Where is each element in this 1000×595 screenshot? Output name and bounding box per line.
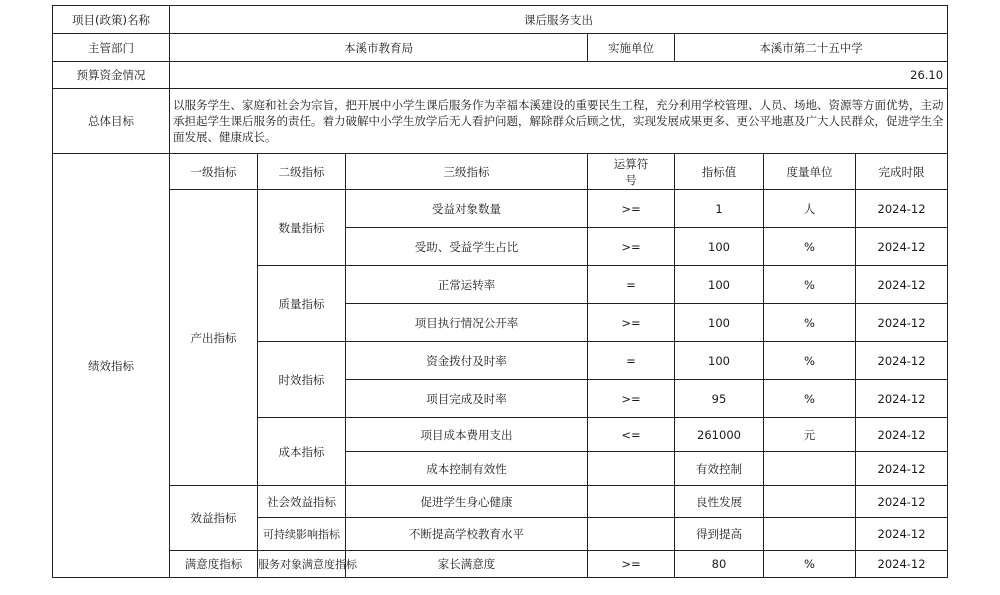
department-label: 主管部门	[53, 34, 170, 62]
subgroup-service-satisfaction: 服务对象满意度指标	[258, 551, 346, 578]
row-deadline: 2024-12	[856, 551, 948, 578]
row-operator	[588, 518, 675, 551]
row-value: 100	[675, 228, 764, 266]
row-deadline: 2024-12	[856, 266, 948, 304]
row-value: 261000	[675, 418, 764, 452]
row-value: 100	[675, 266, 764, 304]
row-value: 良性发展	[675, 486, 764, 518]
row-value: 得到提高	[675, 518, 764, 551]
row-operator: >=	[588, 380, 675, 418]
row-value: 100	[675, 304, 764, 342]
row-name: 项目执行情况公开率	[346, 304, 588, 342]
row-deadline: 2024-12	[856, 418, 948, 452]
row-deadline: 2024-12	[856, 342, 948, 380]
col-unit-header: 度量单位	[764, 154, 856, 190]
row-operator	[588, 486, 675, 518]
row-deadline: 2024-12	[856, 380, 948, 418]
row-deadline: 2024-12	[856, 518, 948, 551]
budget-value: 26.10	[170, 62, 948, 89]
overall-goal-label: 总体目标	[53, 89, 170, 154]
implementing-unit-label: 实施单位	[588, 34, 675, 62]
performance-goal-table	[52, 5, 948, 578]
row-deadline: 2024-12	[856, 486, 948, 518]
row-unit: 人	[764, 190, 856, 228]
budget-label: 预算资金情况	[53, 62, 170, 89]
row-name: 项目成本费用支出	[346, 418, 588, 452]
subgroup-social: 社会效益指标	[258, 486, 346, 518]
subgroup-quality: 质量指标	[258, 266, 346, 342]
row-deadline: 2024-12	[856, 190, 948, 228]
performance-indicators-label: 绩效指标	[53, 154, 170, 578]
row-name: 受益对象数量	[346, 190, 588, 228]
col-level3-header: 三级指标	[346, 154, 588, 190]
department-value: 本溪市教育局	[170, 34, 588, 62]
row-operator: >=	[588, 228, 675, 266]
implementing-unit-value: 本溪市第二十五中学	[675, 34, 948, 62]
row-value: 有效控制	[675, 452, 764, 486]
row-name: 受助、受益学生占比	[346, 228, 588, 266]
col-deadline-header: 完成时限	[856, 154, 948, 190]
row-operator: <=	[588, 418, 675, 452]
row-operator: =	[588, 266, 675, 304]
col-operator-header: 运算符号	[588, 154, 675, 190]
project-name-label: 项目(政策)名称	[53, 6, 170, 34]
row-unit: %	[764, 228, 856, 266]
row-name: 不断提高学校教育水平	[346, 518, 588, 551]
subgroup-cost: 成本指标	[258, 418, 346, 486]
row-unit: %	[764, 266, 856, 304]
row-value: 100	[675, 342, 764, 380]
row-unit	[764, 518, 856, 551]
row-name: 资金拨付及时率	[346, 342, 588, 380]
subgroup-timeliness: 时效指标	[258, 342, 346, 418]
overall-goal-text: 以服务学生、家庭和社会为宗旨，把开展中小学生课后服务作为幸福本溪建设的重要民生工程，充分利用学校管理、人员、场地、资源等方面优势，主动承担起学生课后服务的责任。着力破解中小学生放学后无人看护问题，解除群众后顾之忧，实现发展成果更多、更公平地惠及广大人民群众，促进学生全面发展、健康成长。	[170, 89, 948, 154]
group-output: 产出指标	[170, 190, 258, 486]
row-deadline: 2024-12	[856, 452, 948, 486]
col-value-header: 指标值	[675, 154, 764, 190]
row-unit: %	[764, 380, 856, 418]
row-operator: >=	[588, 304, 675, 342]
row-deadline: 2024-12	[856, 304, 948, 342]
row-name: 正常运转率	[346, 266, 588, 304]
row-value: 1	[675, 190, 764, 228]
row-operator: >=	[588, 190, 675, 228]
row-unit: %	[764, 304, 856, 342]
row-value: 80	[675, 551, 764, 578]
col-level1-header: 一级指标	[170, 154, 258, 190]
row-operator	[588, 452, 675, 486]
row-value: 95	[675, 380, 764, 418]
row-name: 成本控制有效性	[346, 452, 588, 486]
row-unit	[764, 452, 856, 486]
col-level2-header: 二级指标	[258, 154, 346, 190]
row-unit	[764, 486, 856, 518]
subgroup-quantity: 数量指标	[258, 190, 346, 266]
row-operator: =	[588, 342, 675, 380]
row-operator: >=	[588, 551, 675, 578]
group-benefit: 效益指标	[170, 486, 258, 551]
row-deadline: 2024-12	[856, 228, 948, 266]
subgroup-sustainable: 可持续影响指标	[258, 518, 346, 551]
row-unit: %	[764, 551, 856, 578]
row-name: 家长满意度	[346, 551, 588, 578]
project-name-value: 课后服务支出	[170, 6, 948, 34]
group-satisfaction: 满意度指标	[170, 551, 258, 578]
row-unit: 元	[764, 418, 856, 452]
row-name: 促进学生身心健康	[346, 486, 588, 518]
row-name: 项目完成及时率	[346, 380, 588, 418]
row-unit: %	[764, 342, 856, 380]
